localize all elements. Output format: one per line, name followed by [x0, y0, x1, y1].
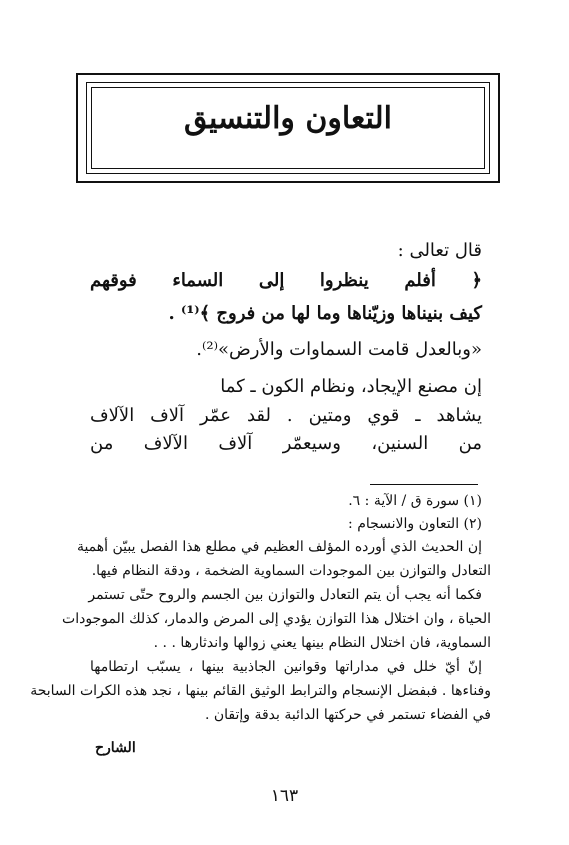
- quran-verse-line-2: كيف بنيناها وزيّناها وما لها من فروج ﴾⁽¹⁾ .: [168, 303, 482, 324]
- footnote-2-heading: (٢) التعاون والانسجام :: [348, 516, 482, 532]
- footnote-1: (١) سورة ق / الآية : ٦.: [348, 493, 482, 509]
- paragraph-line-3: من السنين، وسيعمّر آلاف الآلاف من: [90, 433, 482, 454]
- footnote-line: إنّ أيّ خلل في مداراتها وقوانين الجاذبية بينها ، يسبّب ارتطامها: [90, 659, 482, 675]
- quote-intro: قال تعالى :: [397, 240, 482, 261]
- footnote-line: وفناءها . فبفضل الإنسجام والترابط الوثيق القائم بينها ، نجد هذه الكرات السابحة: [30, 683, 491, 699]
- footnote-line: في الفضاء تستمر في حركتها الدائبة بدقة وإتقان .: [204, 707, 491, 723]
- quran-verse-line-1: ﴿ أفلم ينظروا إلى السماء فوقهم: [90, 270, 482, 291]
- footnote-line: التعادل والتوازن بين الموجودات السماوية الضخمة ، ودقة النظام فيها.: [91, 563, 491, 579]
- paragraph-line-1: إن مصنع الإيجاد، ونظام الكون ـ كما: [220, 376, 482, 397]
- footnote-separator: [370, 484, 478, 485]
- title-frame: [76, 73, 500, 183]
- paragraph-line-2: يشاهد ـ قوي ومتين . لقد عمّر آلاف الآلاف: [90, 405, 482, 426]
- footnote-line: السماوية، فان اختلال النظام بينها يعني زوالها واندثارها . . .: [153, 635, 491, 651]
- footnote-line: إن الحديث الذي أورده المؤلف العظيم في مطلع هذا الفصل يبيّن أهمية: [76, 539, 482, 555]
- footnote-signature: الشارح: [95, 740, 136, 756]
- chapter-title: التعاون والتنسيق: [183, 101, 392, 136]
- hadith-quote: «وبالعدل قامت السماوات والأرض»⁽²⁾.: [196, 339, 482, 360]
- footnote-line: الحياة ، وان اختلال هذا التوازن يؤدي إلى المرض والدمار، كذلك الموجودات: [62, 611, 491, 627]
- page-number: ١٦٣: [270, 786, 299, 806]
- footnote-line: فكما أنه يجب أن يتم التعادل والتوازن بين الجسم والروح حتّى تستمر: [88, 587, 482, 603]
